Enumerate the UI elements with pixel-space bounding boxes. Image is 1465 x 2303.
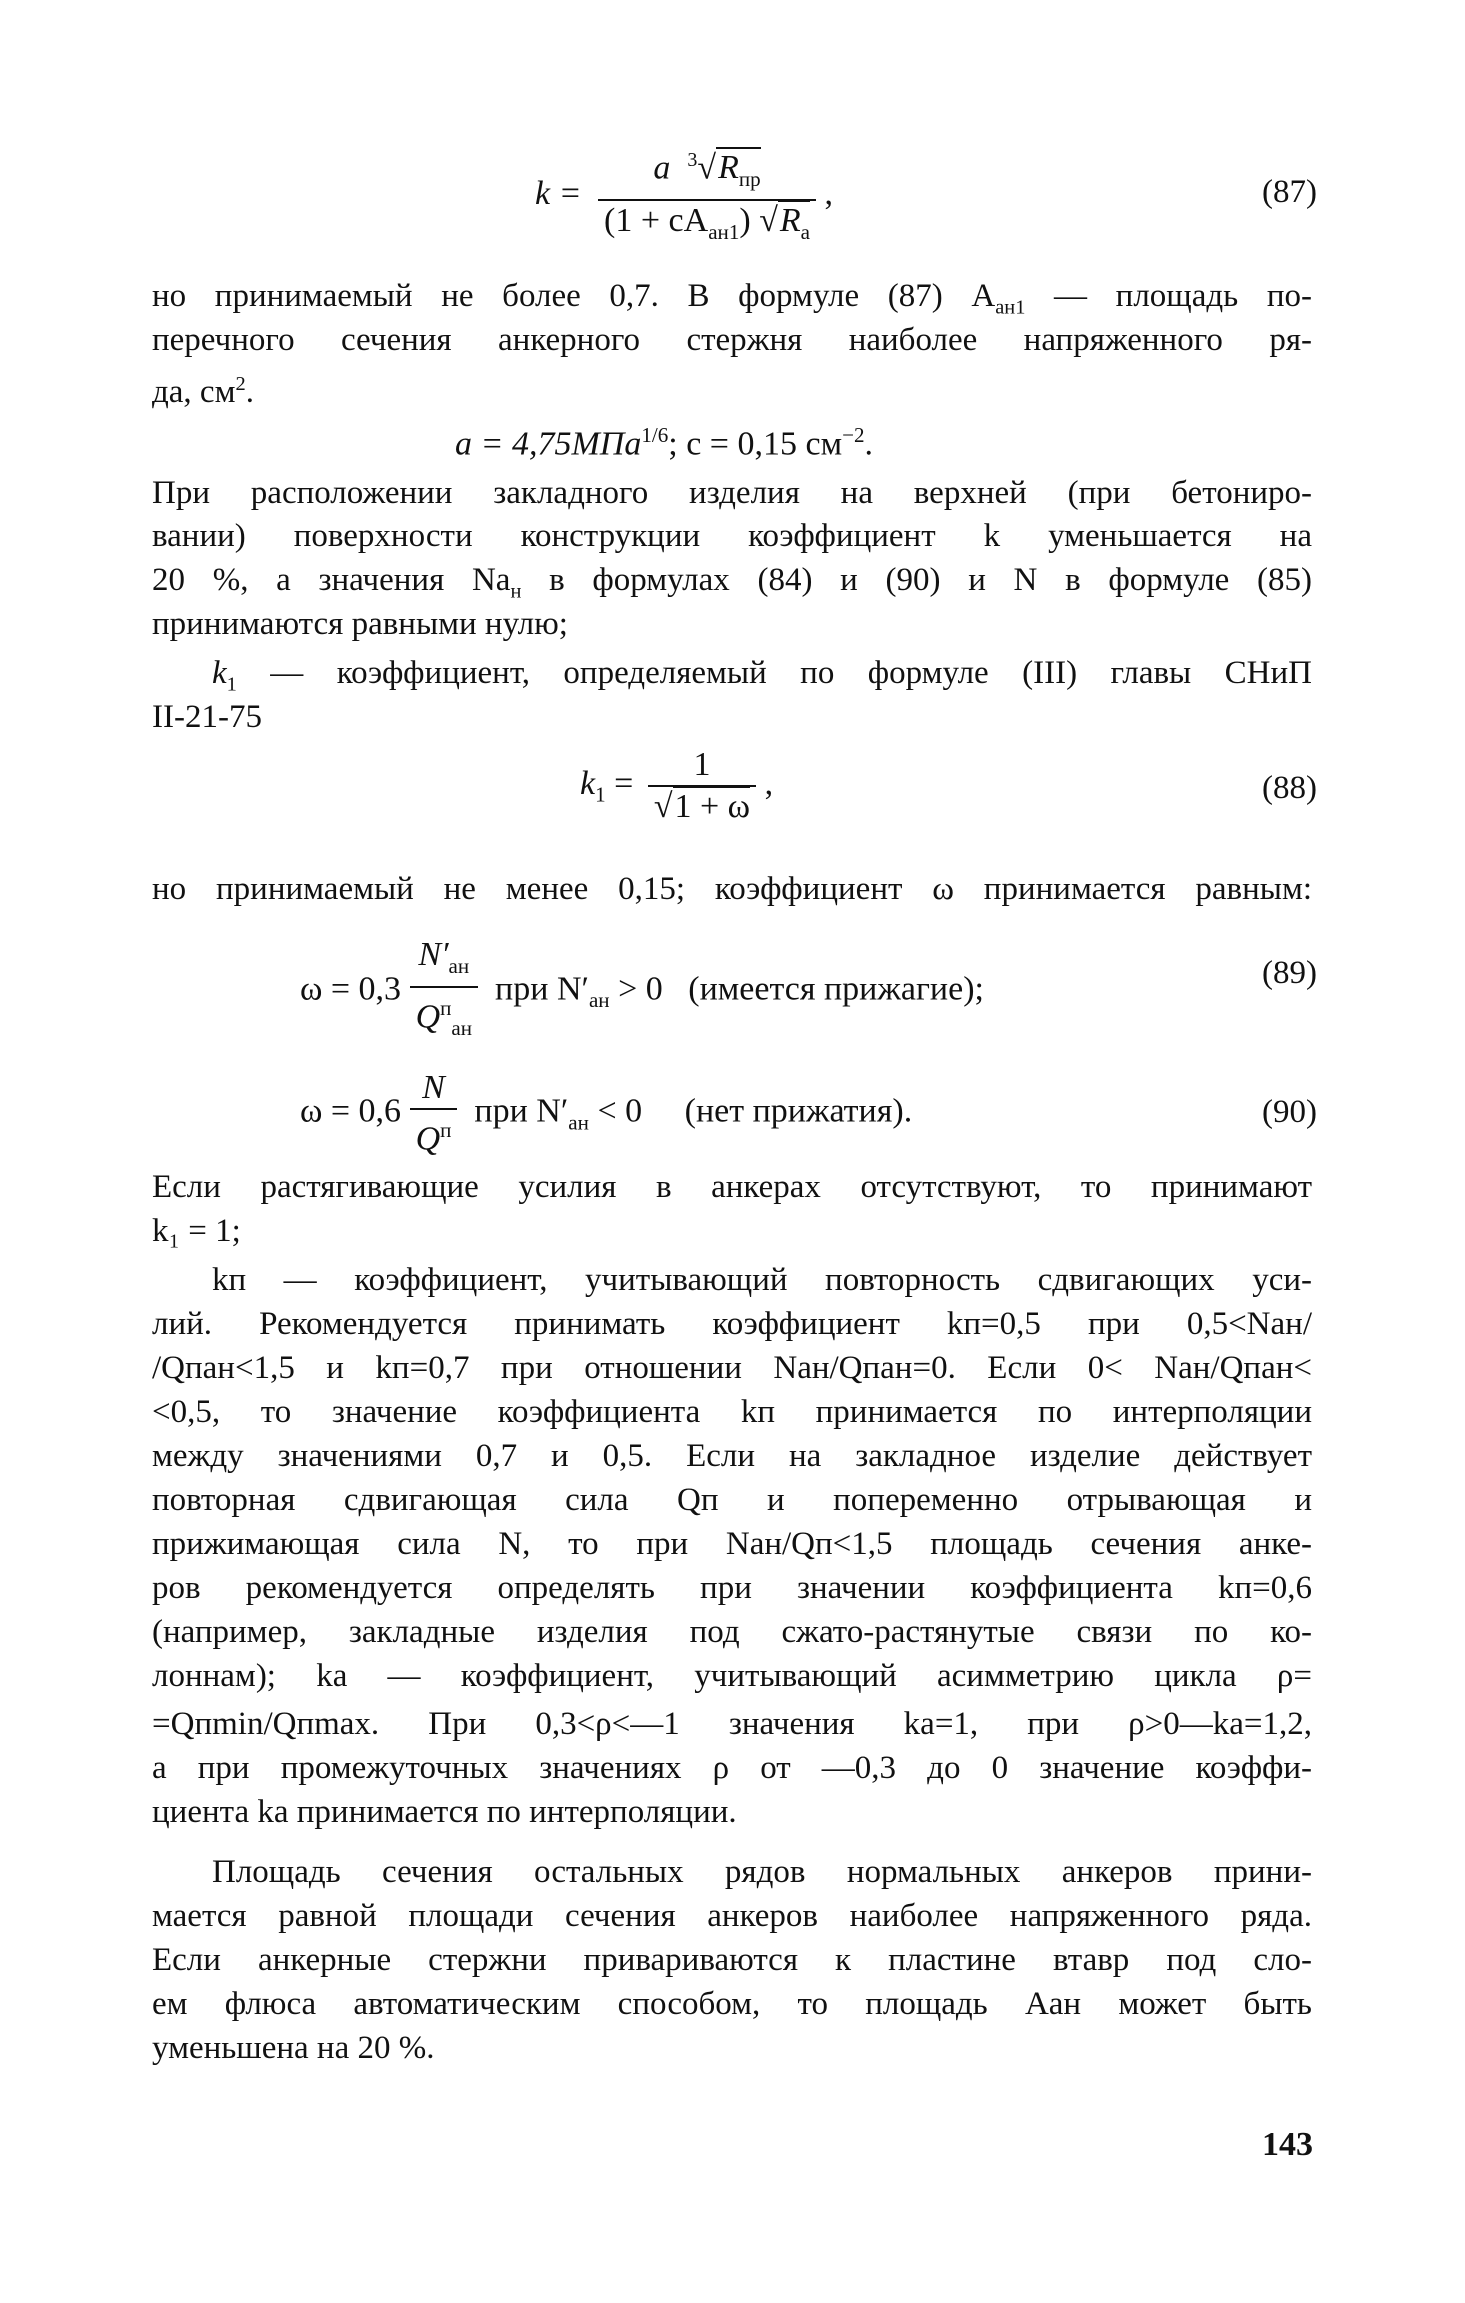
text-line: вании) поверхности конструкции коэффициент k уменьшается на: [152, 518, 1312, 554]
text-line: принимаются равными нулю;: [152, 606, 568, 642]
formula-89: ω = 0,3 $\frac{N'_{ан}}{Q^п_{ан}}$ при $N'_{ан} > 0$ (имеется прижагие);: [300, 935, 984, 1048]
equation-number-89: (89): [1262, 955, 1317, 991]
text-line: II-21-75: [152, 699, 262, 735]
text-line: При расположении закладного изделия на верхней (при бетониро-: [152, 475, 1312, 511]
text-line: лий. Рекомендуется принимать коэффициент kп=0,5 при 0,5<Nан/: [152, 1306, 1312, 1342]
text-line: но принимаемый не менее 0,15; коэффициент ω принимается равным:: [152, 871, 1312, 907]
equation-number-88: (88): [1262, 770, 1317, 806]
text-line: повторная сдвигающая сила Qп и попеременно отрывающая и: [152, 1482, 1312, 1518]
text-line: <0,5, то значение коэффициента kп принимается по интерполяции: [152, 1394, 1312, 1430]
equation-number-87: (87): [1262, 174, 1317, 210]
constants-formula: a = 4,75МПа$^{1/6}$; c = 0,15 $см^{-2}$.: [455, 423, 874, 463]
formula-87: k = $\frac{a ^3√R_{пр}}{(1 + cA_{ан1}) √R_а}$ ,: [535, 140, 833, 252]
text-line: $k_1$ — коэффициент, определяемый по формуле (III) главы СНиП: [212, 655, 1312, 696]
text-line: (например, закладные изделия под сжато-растянутые связи по ко-: [152, 1614, 1312, 1650]
text-line: между значениями 0,7 и 0,5. Если на закладное изделие действует: [152, 1438, 1312, 1474]
text-line: ем флюса автоматическим способом, то площадь Aан может быть: [152, 1986, 1312, 2022]
text-line: лоннам); kа — коэффициент, учитывающий асимметрию цикла ρ=: [152, 1658, 1312, 1694]
text-line: k₁ = 1;: [152, 1213, 241, 1249]
text-line: мается равной площади сечения анкеров наиболее напряженного ряда.: [152, 1898, 1312, 1934]
text-line: циента kа принимается по интерполяции.: [152, 1794, 737, 1830]
text-line: прижимающая сила N, то при Nан/Qп<1,5 площадь сечения анке-: [152, 1526, 1312, 1562]
text-line: Если анкерные стержни привариваются к пластине втавр под сло-: [152, 1942, 1312, 1978]
equation-number-90: (90): [1262, 1094, 1317, 1130]
text-line: но принимаемый не более 0,7. В формуле (87) $A_{ан1}$ — площадь по-: [152, 278, 1312, 319]
text-line: Если растягивающие усилия в анкерах отсутствуют, то принимают: [152, 1169, 1312, 1205]
text-line: =Qпmin/Qпmax. При 0,3<ρ<—1 значения kа=1, при ρ>0—kа=1,2,: [152, 1706, 1312, 1742]
text-line: ров рекомендуется определять при значении коэффициента kп=0,6: [152, 1570, 1312, 1606]
text-line: kп — коэффициент, учитывающий повторность сдвигающих уси-: [212, 1262, 1312, 1298]
text-line: перечного сечения анкерного стержня наиболее напряженного ря-: [152, 322, 1312, 358]
text-line: 20 %, а значения $Na_н$ в формулах (84) и (90) и N в формуле (85): [152, 562, 1312, 603]
text-line: /Qпан<1,5 и kп=0,7 при отношении Nан/Qпан=0. Если 0< Nан/Qпан<: [152, 1350, 1312, 1386]
text-line: а при промежуточных значениях ρ от —0,3 до 0 значение коэффи-: [152, 1750, 1312, 1786]
page-number: 143: [1262, 2126, 1313, 2163]
text-line: уменьшена на 20 %.: [152, 2030, 435, 2066]
formula-90: ω = 0,6 $\frac{N}{Q^п}$ при $N'_{ан} < 0$ (нет прижатия).: [300, 1069, 913, 1158]
text-line: да, $см^2$.: [152, 373, 254, 410]
formula-88: $k_1$ = $\frac{1}{√1 + \omega}$ ,: [580, 746, 774, 825]
text-line: Площадь сечения остальных рядов нормальных анкеров прини-: [212, 1854, 1312, 1890]
